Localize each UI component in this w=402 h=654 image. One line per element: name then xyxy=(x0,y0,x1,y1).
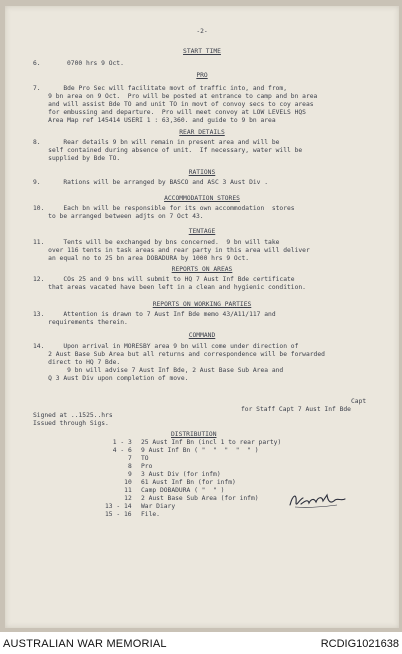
heading-accommodation-stores: ACCOMMODATION STORES xyxy=(164,195,240,202)
distribution-copies: 8 xyxy=(109,463,132,470)
document-body xyxy=(5,6,399,628)
distribution-addressee: 9 Aust Inf Bn ( " " " " " ) xyxy=(141,447,259,454)
archive-footer xyxy=(0,632,402,654)
para-7-line: 9 bn area on 9 Oct. Pro will be posted at entrance to camp and bn area xyxy=(33,93,318,100)
heading-rations: RATIONS xyxy=(188,169,216,176)
heading-start-time: START TIME xyxy=(183,48,221,55)
para-number-6: 6. xyxy=(33,60,41,67)
para-9-line: 9. Rations will be arranged by BASCO and ASC 3 Aust Div . xyxy=(33,179,269,186)
distribution-copies: 13 - 14 xyxy=(105,503,132,510)
signature-rank: Capt xyxy=(351,398,367,405)
signature-block: for Staff Capt 7 Aust Inf Bde xyxy=(241,406,351,413)
signed-at: Signed at ..1525..hrs xyxy=(33,412,113,419)
document-page xyxy=(5,6,399,628)
para-8-line: self contained during absence of unit. If necessary, water will be xyxy=(33,147,303,154)
issued-through: Issued through Sigs. xyxy=(33,420,109,427)
distribution-addressee: 25 Aust Inf Bn (incl 1 to rear party) xyxy=(141,439,282,446)
para-11-line: an equal no to 25 bn area DOBADURA by 1000 hrs 9 Oct. xyxy=(33,255,250,262)
para-12-line: that areas vacated have been left in a clean and hygienic condition. xyxy=(33,284,306,291)
para-7-line: for embussing and departure. Pro will meet convoy at LOW LEVELS HQS xyxy=(33,109,306,116)
para-11-line: 11. Tents will be exchanged by bns concerned. 9 bn will take xyxy=(33,239,280,246)
distribution-addressee: War Diary xyxy=(141,503,176,510)
distribution-copies: 7 xyxy=(109,455,132,462)
para-8-line: supplied by Bde TO. xyxy=(33,155,121,162)
para-7-line: and will assist Bde TO and unit TO in movt of convoy secs to coy areas xyxy=(33,101,314,108)
distribution-addressee: 61 Aust Inf Bn (for infm) xyxy=(141,479,236,486)
distribution-copies: 12 xyxy=(109,495,132,502)
para-7-line: Area Map ref 145414 USERI 1 : 63,360. and guide to 9 bn area xyxy=(33,117,276,124)
distribution-addressee: Pro xyxy=(141,463,153,470)
para-12-line: 12. COs 25 and 9 bns will submit to HQ 7 Aust Inf Bde certificate xyxy=(33,276,295,283)
heading-rear-details: REAR DETAILS xyxy=(179,129,225,136)
distribution-addressee: File. xyxy=(141,511,160,518)
para-8-line: 8. Rear details 9 bn will remain in present area and will be xyxy=(33,139,280,146)
heading-reports-on-areas: REPORTS ON AREAS xyxy=(171,266,233,273)
para-14-line: direct to HQ 7 Bde. xyxy=(33,359,121,366)
handwritten-signature xyxy=(287,490,349,510)
distribution-copies: 1 - 3 xyxy=(109,439,132,446)
distribution-copies: 15 - 16 xyxy=(105,511,132,518)
para-11-line: over 116 tents in task areas and rear party in this area will deliver xyxy=(33,247,310,254)
footer-record-id: RCDIG1021638 xyxy=(320,638,399,650)
para-14-line: Q 3 Aust Div upon completion of move. xyxy=(33,375,189,382)
distribution-addressee: 3 Aust Div (for infm) xyxy=(141,471,221,478)
distribution-copies: 10 xyxy=(109,479,132,486)
heading-distribution: DISTRIBUTION xyxy=(171,431,217,438)
distribution-copies: 4 - 6 xyxy=(109,447,132,454)
para-14-line: 2 Aust Base Sub Area but all returns and correspondence will be forwarded xyxy=(33,351,325,358)
distribution-addressee: Camp DOBADURA ( " " ) xyxy=(141,487,225,494)
heading-command: COMMAND xyxy=(188,332,216,339)
para-10-line: 10. Each bn will be responsible for its own accommodation stores xyxy=(33,205,295,212)
para-10-line: to be arranged between adjts on 7 Oct 43. xyxy=(33,213,204,220)
page-number: -2- xyxy=(196,28,208,35)
distribution-addressee: 2 Aust Base Sub Area (for infm) xyxy=(141,495,259,502)
heading-reports-on-working-parties: REPORTS ON WORKING PARTIES xyxy=(152,301,252,308)
distribution-copies: 9 xyxy=(109,471,132,478)
para-7-line: 7. Bde Pro Sec will facilitate movt of traffic into, and from, xyxy=(33,85,288,92)
para-13-line: 13. Attention is drawn to 7 Aust Inf Bde memo 43/A11/117 and xyxy=(33,311,276,318)
heading-tentage: TENTAGE xyxy=(188,228,216,235)
start-time-text: 0700 hrs 9 Oct. xyxy=(67,60,124,67)
para-14-line: 14. Upon arrival in MORESBY area 9 bn will come under direction of xyxy=(33,343,299,350)
heading-pro: PRO xyxy=(196,72,208,79)
distribution-addressee: TO xyxy=(141,455,149,462)
para-13-line: requirements therein. xyxy=(33,319,128,326)
distribution-copies: 11 xyxy=(109,487,132,494)
para-14-line: 9 bn will advise 7 Aust Inf Bde, 2 Aust Base Sub Area and xyxy=(33,367,284,374)
footer-source: AUSTRALIAN WAR MEMORIAL xyxy=(3,638,167,650)
